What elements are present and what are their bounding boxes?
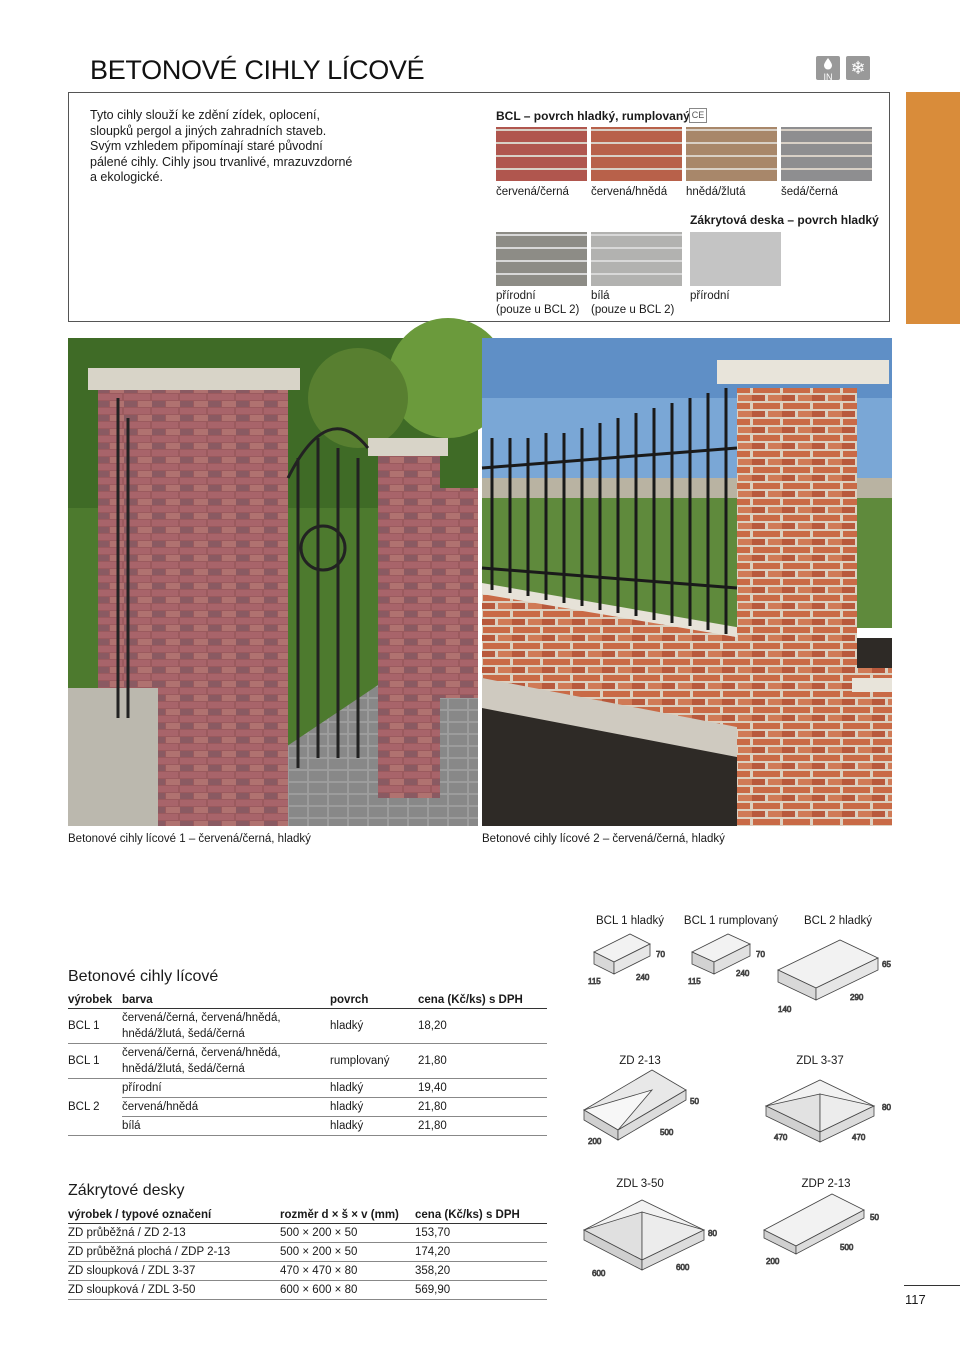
intro-text: Tyto cihly slouží ke zdění zídek, oplocení, sloupků pergol a jiných zahradních staveb. Svým vzhledem připomínají staré původní pálené cihly. Cihly jsou trvanlivé, mrazuvzdorné a ekologické. bbox=[90, 108, 353, 184]
zd-heading: Zákrytová deska – povrch hladký bbox=[690, 213, 879, 227]
cell-price: 19,40 bbox=[418, 1079, 547, 1098]
col-header: barva bbox=[122, 992, 330, 1009]
swatch-tile bbox=[690, 232, 781, 286]
drop-icon bbox=[816, 56, 840, 80]
swatch-label: červená/hnědá bbox=[591, 186, 668, 198]
cell-product: BCL 2 bbox=[68, 1079, 122, 1136]
swatch-tile bbox=[496, 232, 587, 286]
page-title: BETONOVÉ CIHLY LÍCOVÉ bbox=[90, 55, 425, 85]
diagram-label: BCL 1 rumplovaný bbox=[683, 915, 779, 927]
swatch-tile bbox=[781, 127, 872, 181]
swatch-label bbox=[591, 289, 674, 317]
page-number-rule bbox=[904, 1285, 960, 1286]
swatch-label bbox=[496, 289, 579, 317]
dim-label: 140 bbox=[778, 1005, 792, 1014]
cell-price: 358,20 bbox=[415, 1262, 547, 1281]
cell-color-line: hnědá/žlutá, šedá/černá bbox=[122, 1028, 245, 1040]
cell-product: BCL 1 bbox=[68, 1044, 122, 1079]
cell-color: bílá bbox=[122, 1117, 330, 1136]
cell-name: ZD průběžná plochá / ZDP 2-13 bbox=[68, 1243, 280, 1262]
swatch-label-line: (pouze u BCL 2) bbox=[591, 304, 675, 316]
swatch-label: hnědá/žlutá bbox=[686, 186, 746, 198]
diagram-bcl2 bbox=[778, 940, 891, 1014]
cell-color-line: červená/černá, červená/hnědá, bbox=[122, 1047, 281, 1059]
col-header: povrch bbox=[330, 992, 418, 1009]
dim-label: 80 bbox=[708, 1229, 717, 1238]
cell-name: ZD sloupková / ZDL 3-50 bbox=[68, 1281, 280, 1300]
bcl-heading: BCL – povrch hladký, rumplovaný bbox=[496, 109, 690, 123]
swatch-label bbox=[690, 289, 730, 303]
cell-color bbox=[122, 1009, 330, 1044]
indoor-label: IN bbox=[823, 72, 833, 82]
dim-label: 470 bbox=[852, 1133, 866, 1142]
cell-color bbox=[122, 1044, 330, 1079]
diagram-bcl1-hladky bbox=[588, 934, 665, 986]
dim-label: 80 bbox=[882, 1103, 891, 1112]
dim-label: 600 bbox=[592, 1269, 606, 1278]
swatch-label: červená/černá bbox=[496, 186, 569, 198]
diagram-label: BCL 1 hladký bbox=[596, 915, 664, 927]
col-header: výrobek bbox=[68, 992, 122, 1009]
diagram-label: ZD 2-13 bbox=[619, 1055, 661, 1067]
table-row bbox=[68, 1243, 547, 1262]
swatch-tile bbox=[496, 127, 587, 181]
swatch-label: šedá/černá bbox=[781, 186, 838, 198]
table2-title: Zákrytové desky bbox=[68, 1182, 185, 1199]
cell-price: 21,80 bbox=[418, 1044, 547, 1079]
swatch-tile bbox=[591, 232, 682, 286]
cell-size: 500 × 200 × 50 bbox=[280, 1243, 415, 1262]
diagram-label: ZDP 2-13 bbox=[801, 1178, 851, 1190]
cell-price: 153,70 bbox=[415, 1224, 547, 1243]
cell-price: 21,80 bbox=[418, 1098, 547, 1117]
dim-label: 115 bbox=[688, 977, 701, 986]
caption-photo1: Betonové cihly lícové 1 – červená/černá, hladký bbox=[68, 833, 311, 845]
cell-name: ZD průběžná / ZD 2-13 bbox=[68, 1224, 280, 1243]
page-number: 117 bbox=[905, 1292, 926, 1307]
brick-price-table bbox=[68, 992, 547, 1136]
table-row bbox=[68, 1009, 547, 1044]
table-row bbox=[68, 1079, 547, 1098]
diagram-label: ZDL 3-37 bbox=[796, 1055, 844, 1067]
swatch-label-line: bílá bbox=[591, 290, 610, 302]
cell-price: 174,20 bbox=[415, 1243, 547, 1262]
swatch-label-line: přírodní bbox=[690, 290, 730, 302]
col-header: cena (Kč/ks) s DPH bbox=[415, 1207, 547, 1224]
dim-label: 240 bbox=[736, 969, 750, 978]
cell-surface: hladký bbox=[330, 1098, 418, 1117]
photo-gate bbox=[68, 338, 478, 826]
dim-label: 50 bbox=[870, 1213, 879, 1222]
table-header-row bbox=[68, 1207, 547, 1224]
col-header: rozměr d × š × v (mm) bbox=[280, 1207, 415, 1224]
slab-price-table bbox=[68, 1207, 547, 1300]
table-row bbox=[68, 1262, 547, 1281]
dim-label: 290 bbox=[850, 993, 864, 1002]
dim-label: 600 bbox=[676, 1263, 690, 1272]
cell-product: BCL 1 bbox=[68, 1009, 122, 1044]
col-header: výrobek / typové označení bbox=[68, 1207, 280, 1224]
photo-fence bbox=[482, 338, 892, 826]
table-row bbox=[68, 1224, 547, 1243]
cell-name: ZD sloupková / ZDL 3-37 bbox=[68, 1262, 280, 1281]
swatch-tile bbox=[591, 127, 682, 181]
frost-icon: ❄ bbox=[846, 56, 870, 80]
cell-price: 569,90 bbox=[415, 1281, 547, 1300]
dim-label: 70 bbox=[756, 950, 765, 959]
cell-color-line: červená/černá, červená/hnědá, bbox=[122, 1012, 281, 1024]
table-header-row bbox=[68, 992, 547, 1009]
cell-color: červená/hnědá bbox=[122, 1098, 330, 1117]
col-header: cena (Kč/ks) s DPH bbox=[418, 992, 547, 1009]
cell-size: 600 × 600 × 80 bbox=[280, 1281, 415, 1300]
swatch-tile bbox=[686, 127, 777, 181]
diagram-zdl-3-50 bbox=[584, 1200, 717, 1278]
dim-label: 50 bbox=[690, 1097, 699, 1106]
dim-label: 500 bbox=[840, 1243, 854, 1252]
cell-price: 21,80 bbox=[418, 1117, 547, 1136]
diagram-label: BCL 2 hladký bbox=[804, 915, 872, 927]
diagram-label: ZDL 3-50 bbox=[616, 1178, 664, 1190]
cell-price: 18,20 bbox=[418, 1009, 547, 1044]
cell-color-line: hnědá/žlutá, šedá/černá bbox=[122, 1063, 245, 1075]
cell-size: 470 × 470 × 80 bbox=[280, 1262, 415, 1281]
diagram-zdp-2-13 bbox=[764, 1194, 879, 1266]
cell-surface: hladký bbox=[330, 1117, 418, 1136]
table-row bbox=[68, 1098, 547, 1117]
table-row bbox=[68, 1281, 547, 1300]
dim-label: 70 bbox=[656, 950, 665, 959]
dim-label: 200 bbox=[766, 1257, 780, 1266]
dim-label: 240 bbox=[636, 973, 650, 982]
product-diagrams bbox=[580, 930, 910, 1278]
dim-label: 470 bbox=[774, 1133, 788, 1142]
cell-surface: hladký bbox=[330, 1009, 418, 1044]
swatch-label-line: (pouze u BCL 2) bbox=[496, 304, 580, 316]
diagram-zdl-3-37 bbox=[766, 1080, 891, 1142]
diagram-bcl1-rumplovany bbox=[688, 934, 765, 986]
dim-label: 200 bbox=[588, 1137, 602, 1146]
dim-label: 115 bbox=[588, 977, 601, 986]
swatch-label-line: přírodní bbox=[496, 290, 536, 302]
dim-label: 500 bbox=[660, 1128, 674, 1137]
table-row bbox=[68, 1117, 547, 1136]
ce-icon: CE bbox=[689, 108, 707, 123]
caption-photo2: Betonové cihly lícové 2 – červená/černá, hladký bbox=[482, 833, 725, 845]
dim-label: 65 bbox=[882, 960, 891, 969]
chapter-tab bbox=[906, 92, 960, 324]
diagram-zd-2-13 bbox=[584, 1070, 699, 1146]
table1-title: Betonové cihly lícové bbox=[68, 968, 219, 985]
cell-surface: hladký bbox=[330, 1079, 418, 1098]
cell-size: 500 × 200 × 50 bbox=[280, 1224, 415, 1243]
cell-color: přírodní bbox=[122, 1079, 330, 1098]
table-row bbox=[68, 1044, 547, 1079]
cell-surface: rumplovaný bbox=[330, 1044, 418, 1079]
